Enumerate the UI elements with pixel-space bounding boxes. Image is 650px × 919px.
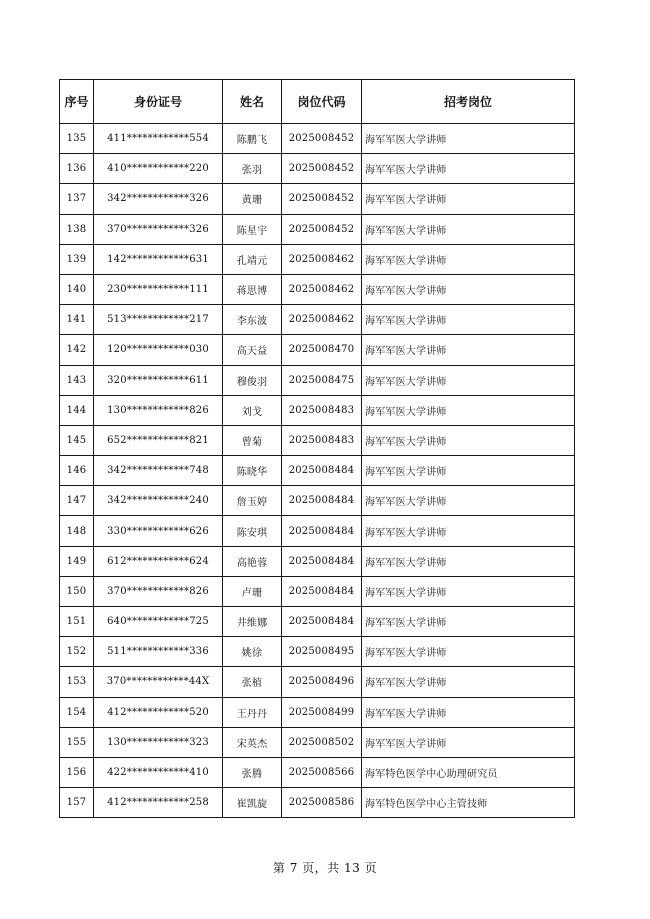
cell-name: 李东波: [223, 305, 282, 335]
cell-id-number: 330************626: [94, 516, 223, 546]
header-position: 招考岗位: [362, 80, 575, 124]
cell-serial: 155: [60, 727, 94, 757]
cell-serial: 145: [60, 425, 94, 455]
cell-position-code: 2025008502: [282, 727, 362, 757]
cell-name: 卢珊: [223, 576, 282, 606]
cell-name: 陈鹏飞: [223, 124, 282, 154]
header-row: [60, 80, 575, 124]
cell-position: 海军军医大学讲师: [362, 486, 575, 516]
cell-position-code: 2025008484: [282, 516, 362, 546]
cell-position-code: 2025008484: [282, 607, 362, 637]
table-row: [60, 757, 575, 787]
cell-name: 陈星宇: [223, 214, 282, 244]
cell-name: 宋英杰: [223, 727, 282, 757]
cell-name: 陈晓华: [223, 456, 282, 486]
cell-name: 蒋思博: [223, 274, 282, 304]
table-row: [60, 305, 575, 335]
cell-serial: 153: [60, 667, 94, 697]
cell-id-number: 640************725: [94, 607, 223, 637]
cell-name: 王丹丹: [223, 697, 282, 727]
cell-serial: 137: [60, 184, 94, 214]
cell-position-code: 2025008475: [282, 365, 362, 395]
table-row: [60, 274, 575, 304]
table-row: [60, 637, 575, 667]
cell-position: 海军军医大学讲师: [362, 425, 575, 455]
cell-name: 高天益: [223, 335, 282, 365]
header-id-number: 身份证号: [94, 80, 223, 124]
table-row: [60, 124, 575, 154]
cell-name: 陈安琪: [223, 516, 282, 546]
cell-position: 海军军医大学讲师: [362, 154, 575, 184]
cell-name: 黄珊: [223, 184, 282, 214]
cell-position-code: 2025008452: [282, 154, 362, 184]
cell-position: 海军军医大学讲师: [362, 365, 575, 395]
cell-name: 张腾: [223, 757, 282, 787]
cell-position-code: 2025008483: [282, 395, 362, 425]
table-row: [60, 546, 575, 576]
cell-name: 穆俊羽: [223, 365, 282, 395]
table-row: [60, 456, 575, 486]
cell-position-code: 2025008452: [282, 124, 362, 154]
cell-position-code: 2025008462: [282, 244, 362, 274]
cell-id-number: 411************554: [94, 124, 223, 154]
cell-position-code: 2025008496: [282, 667, 362, 697]
cell-position: 海军军医大学讲师: [362, 607, 575, 637]
cell-position-code: 2025008586: [282, 788, 362, 818]
cell-id-number: 652************821: [94, 425, 223, 455]
cell-position-code: 2025008462: [282, 305, 362, 335]
cell-position: 海军军医大学讲师: [362, 727, 575, 757]
cell-id-number: 612************624: [94, 546, 223, 576]
cell-serial: 150: [60, 576, 94, 606]
cell-id-number: 422************410: [94, 757, 223, 787]
cell-id-number: 370************826: [94, 576, 223, 606]
table-row: [60, 788, 575, 818]
cell-serial: 143: [60, 365, 94, 395]
cell-position: 海军军医大学讲师: [362, 124, 575, 154]
cell-position-code: 2025008484: [282, 486, 362, 516]
cell-name: 崔凯旋: [223, 788, 282, 818]
cell-serial: 139: [60, 244, 94, 274]
cell-name: 姚徐: [223, 637, 282, 667]
cell-position: 海军军医大学讲师: [362, 637, 575, 667]
cell-position: 海军军医大学讲师: [362, 395, 575, 425]
cell-name: 刘戈: [223, 395, 282, 425]
cell-id-number: 130************826: [94, 395, 223, 425]
roster-table: [59, 79, 575, 818]
cell-name: 井维娜: [223, 607, 282, 637]
cell-name: 曾菊: [223, 425, 282, 455]
cell-id-number: 130************323: [94, 727, 223, 757]
cell-name: 孔靖元: [223, 244, 282, 274]
table-header: [60, 80, 575, 124]
table-body: [60, 124, 575, 818]
cell-serial: 152: [60, 637, 94, 667]
cell-position-code: 2025008499: [282, 697, 362, 727]
cell-serial: 144: [60, 395, 94, 425]
cell-position-code: 2025008484: [282, 456, 362, 486]
cell-position: 海军军医大学讲师: [362, 576, 575, 606]
cell-position: 海军军医大学讲师: [362, 244, 575, 274]
header-position-code: 岗位代码: [282, 80, 362, 124]
cell-serial: 147: [60, 486, 94, 516]
table-row: [60, 607, 575, 637]
cell-serial: 157: [60, 788, 94, 818]
table-row: [60, 486, 575, 516]
cell-serial: 148: [60, 516, 94, 546]
cell-position-code: 2025008452: [282, 184, 362, 214]
table-row: [60, 154, 575, 184]
table-row: [60, 335, 575, 365]
cell-name: 高艳蓉: [223, 546, 282, 576]
cell-position-code: 2025008470: [282, 335, 362, 365]
cell-serial: 140: [60, 274, 94, 304]
table-row: [60, 184, 575, 214]
table-row: [60, 244, 575, 274]
cell-position: 海军特色医学中心助理研究员: [362, 757, 575, 787]
cell-serial: 135: [60, 124, 94, 154]
cell-serial: 146: [60, 456, 94, 486]
cell-id-number: 412************258: [94, 788, 223, 818]
cell-id-number: 370************44X: [94, 667, 223, 697]
cell-id-number: 513************217: [94, 305, 223, 335]
header-serial: 序号: [60, 80, 94, 124]
cell-id-number: 342************326: [94, 184, 223, 214]
table-row: [60, 697, 575, 727]
cell-serial: 156: [60, 757, 94, 787]
table-row: [60, 667, 575, 697]
table-row: [60, 365, 575, 395]
cell-serial: 154: [60, 697, 94, 727]
cell-position: 海军军医大学讲师: [362, 335, 575, 365]
cell-name: 张植: [223, 667, 282, 697]
cell-serial: 142: [60, 335, 94, 365]
cell-id-number: 511************336: [94, 637, 223, 667]
cell-position: 海军军医大学讲师: [362, 305, 575, 335]
cell-serial: 136: [60, 154, 94, 184]
cell-position: 海军军医大学讲师: [362, 214, 575, 244]
cell-serial: 151: [60, 607, 94, 637]
cell-position: 海军军医大学讲师: [362, 667, 575, 697]
header-name: 姓名: [223, 80, 282, 124]
cell-position-code: 2025008495: [282, 637, 362, 667]
cell-position: 海军军医大学讲师: [362, 697, 575, 727]
table-row: [60, 576, 575, 606]
cell-id-number: 230************111: [94, 274, 223, 304]
cell-id-number: 370************326: [94, 214, 223, 244]
cell-serial: 138: [60, 214, 94, 244]
cell-id-number: 142************631: [94, 244, 223, 274]
cell-position-code: 2025008462: [282, 274, 362, 304]
cell-id-number: 342************240: [94, 486, 223, 516]
cell-serial: 149: [60, 546, 94, 576]
cell-position-code: 2025008484: [282, 546, 362, 576]
cell-position: 海军军医大学讲师: [362, 184, 575, 214]
cell-id-number: 410************220: [94, 154, 223, 184]
table-row: [60, 214, 575, 244]
cell-position-code: 2025008566: [282, 757, 362, 787]
cell-id-number: 342************748: [94, 456, 223, 486]
cell-position: 海军特色医学中心主管技师: [362, 788, 575, 818]
cell-position: 海军军医大学讲师: [362, 456, 575, 486]
cell-position-code: 2025008452: [282, 214, 362, 244]
cell-position-code: 2025008483: [282, 425, 362, 455]
page-number: 第 7 页，共 13 页: [272, 861, 378, 875]
cell-id-number: 412************520: [94, 697, 223, 727]
cell-position-code: 2025008484: [282, 576, 362, 606]
cell-name: 詹玉婷: [223, 486, 282, 516]
table-row: [60, 425, 575, 455]
cell-position: 海军军医大学讲师: [362, 516, 575, 546]
cell-position: 海军军医大学讲师: [362, 546, 575, 576]
table-row: [60, 395, 575, 425]
cell-serial: 141: [60, 305, 94, 335]
cell-name: 张羽: [223, 154, 282, 184]
cell-id-number: 320************611: [94, 365, 223, 395]
table-row: [60, 516, 575, 546]
cell-position: 海军军医大学讲师: [362, 274, 575, 304]
cell-id-number: 120************030: [94, 335, 223, 365]
table-row: [60, 727, 575, 757]
